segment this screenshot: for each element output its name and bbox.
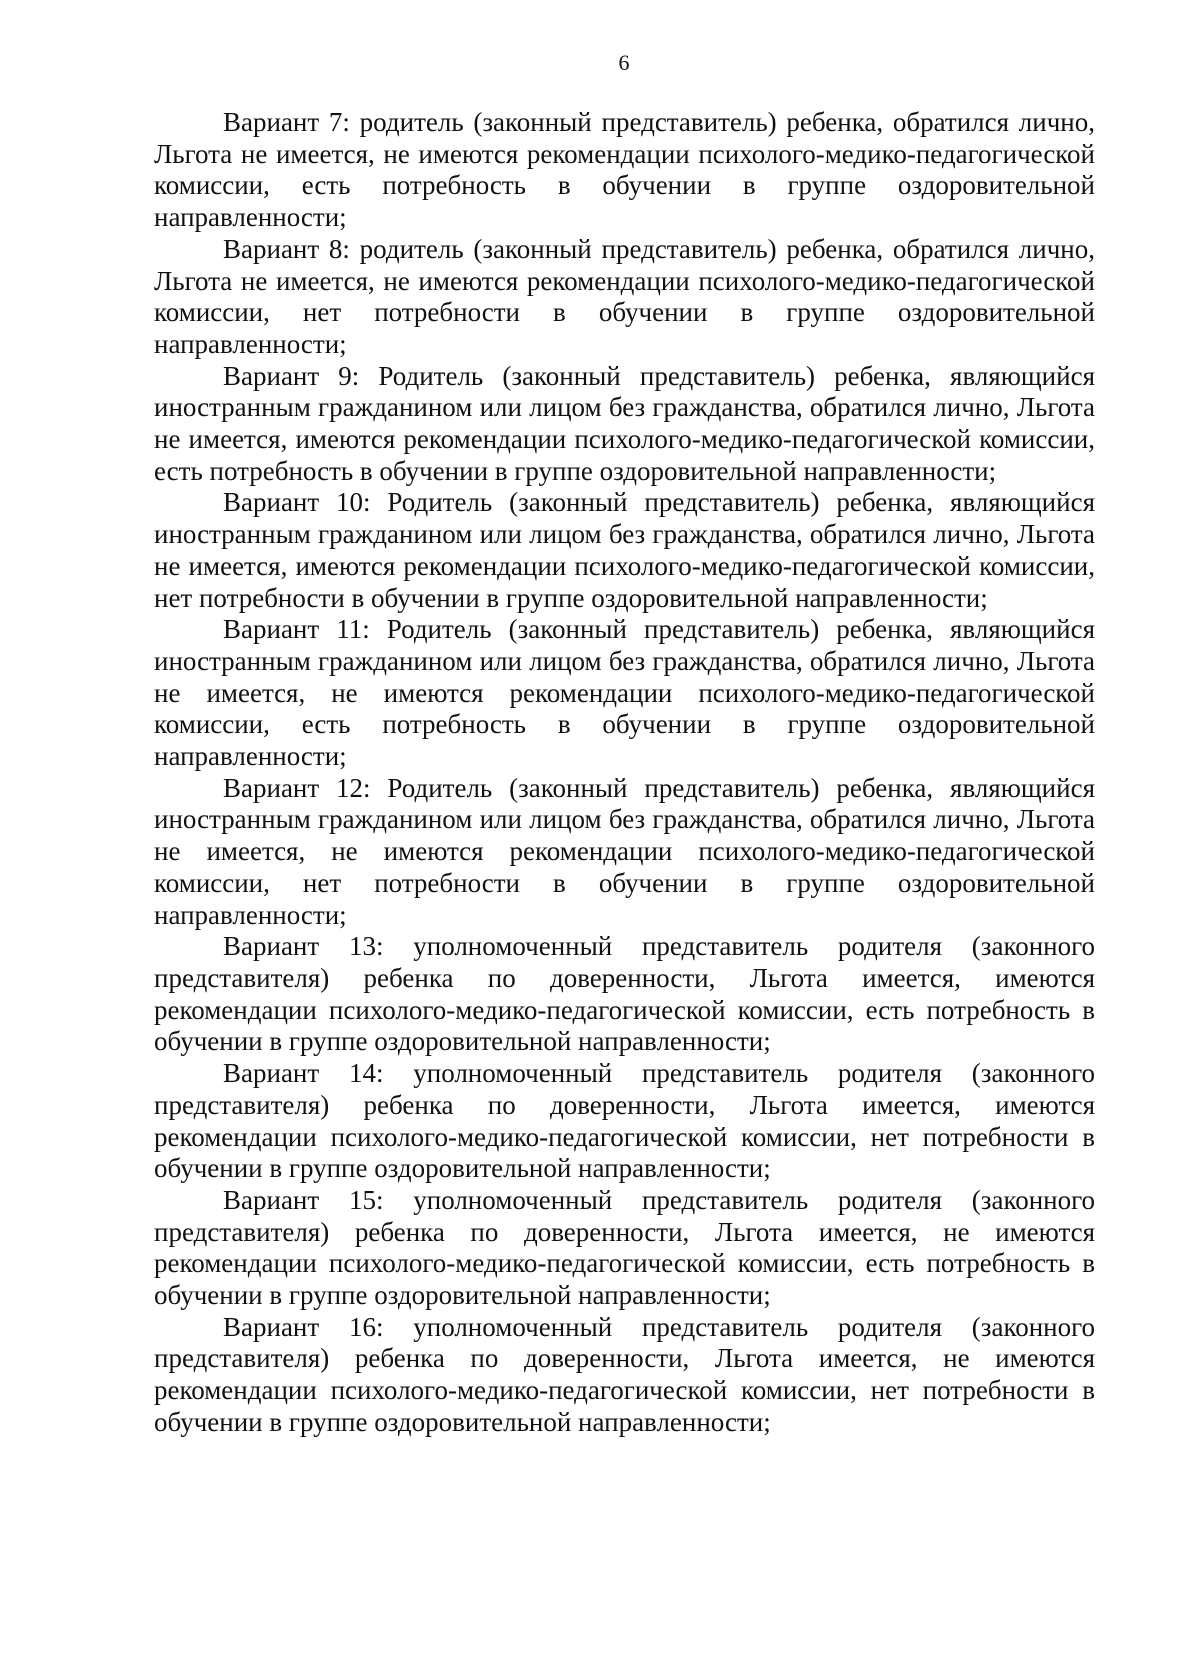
- variant-paragraph: Вариант 12: Родитель (законный представитель) ребенка, являющийся иностранным гражданином или лицом без гражданства, обратился лично, Льгота не имеется, не имеются рекомендации психолого-медико-педагогической комиссии, нет потребности в обучении в группе оздоровительной направленности;: [154, 772, 1095, 930]
- variant-paragraph: Вариант 14: уполномоченный представитель родителя (законного представителя) ребенка по доверенности, Льгота имеется, имеются рекомендации психолого-медико-педагогической комиссии, нет потребности в обучении в группе оздоровительной направленности;: [154, 1058, 1095, 1184]
- variant-paragraph: Вариант 8: родитель (законный представитель) ребенка, обратился лично, Льгота не имеется, не имеются рекомендации психолого-медико-педагогической комиссии, нет потребности в обучении в группе оздоровительной направленности;: [154, 233, 1095, 359]
- variant-paragraph: Вариант 9: Родитель (законный представитель) ребенка, являющийся иностранным гражданином или лицом без гражданства, обратился лично, Льгота не имеется, имеются рекомендации психолого-медико-педагогической комиссии, есть потребность в обучении в группе оздоровительной направленности;: [154, 360, 1095, 486]
- page-number: 6: [618, 50, 630, 75]
- variant-paragraph: Вариант 15: уполномоченный представитель родителя (законного представителя) ребенка по доверенности, Льгота имеется, не имеются рекомендации психолого-медико-педагогической комиссии, есть потребность в обучении в группе оздоровительной направленности;: [154, 1184, 1095, 1311]
- variant-paragraph: Вариант 16: уполномоченный представитель родителя (законного представителя) ребенка по доверенности, Льгота имеется, не имеются рекомендации психолого-медико-педагогической комиссии, нет потребности в обучении в группе оздоровительной направленности;: [154, 1311, 1095, 1437]
- document-body: [154, 107, 1095, 1439]
- variant-paragraph: Вариант 10: Родитель (законный представитель) ребенка, являющийся иностранным гражданином или лицом без гражданства, обратился лично, Льгота не имеется, имеются рекомендации психолого-медико-педагогической комиссии, нет потребности в обучении в группе оздоровительной направленности;: [154, 487, 1095, 613]
- variant-paragraph: Вариант 13: уполномоченный представитель родителя (законного представителя) ребенка по доверенности, Льгота имеется, имеются рекомендации психолого-медико-педагогической комиссии, есть потребность в обучении в группе оздоровительной направленности;: [154, 931, 1095, 1057]
- variant-paragraph: Вариант 11: Родитель (законный представитель) ребенка, являющийся иностранным гражданином или лицом без гражданства, обратился лично, Льгота не имеется, не имеются рекомендации психолого-медико-педагогической комиссии, есть потребность в обучении в группе оздоровительной направленности;: [154, 614, 1095, 772]
- variant-paragraph: Вариант 7: родитель (законный представитель) ребенка, обратился лично, Льгота не имеется, не имеются рекомендации психолого-медико-педагогической комиссии, есть потребность в обучении в группе оздоровительной направленности;: [154, 107, 1095, 233]
